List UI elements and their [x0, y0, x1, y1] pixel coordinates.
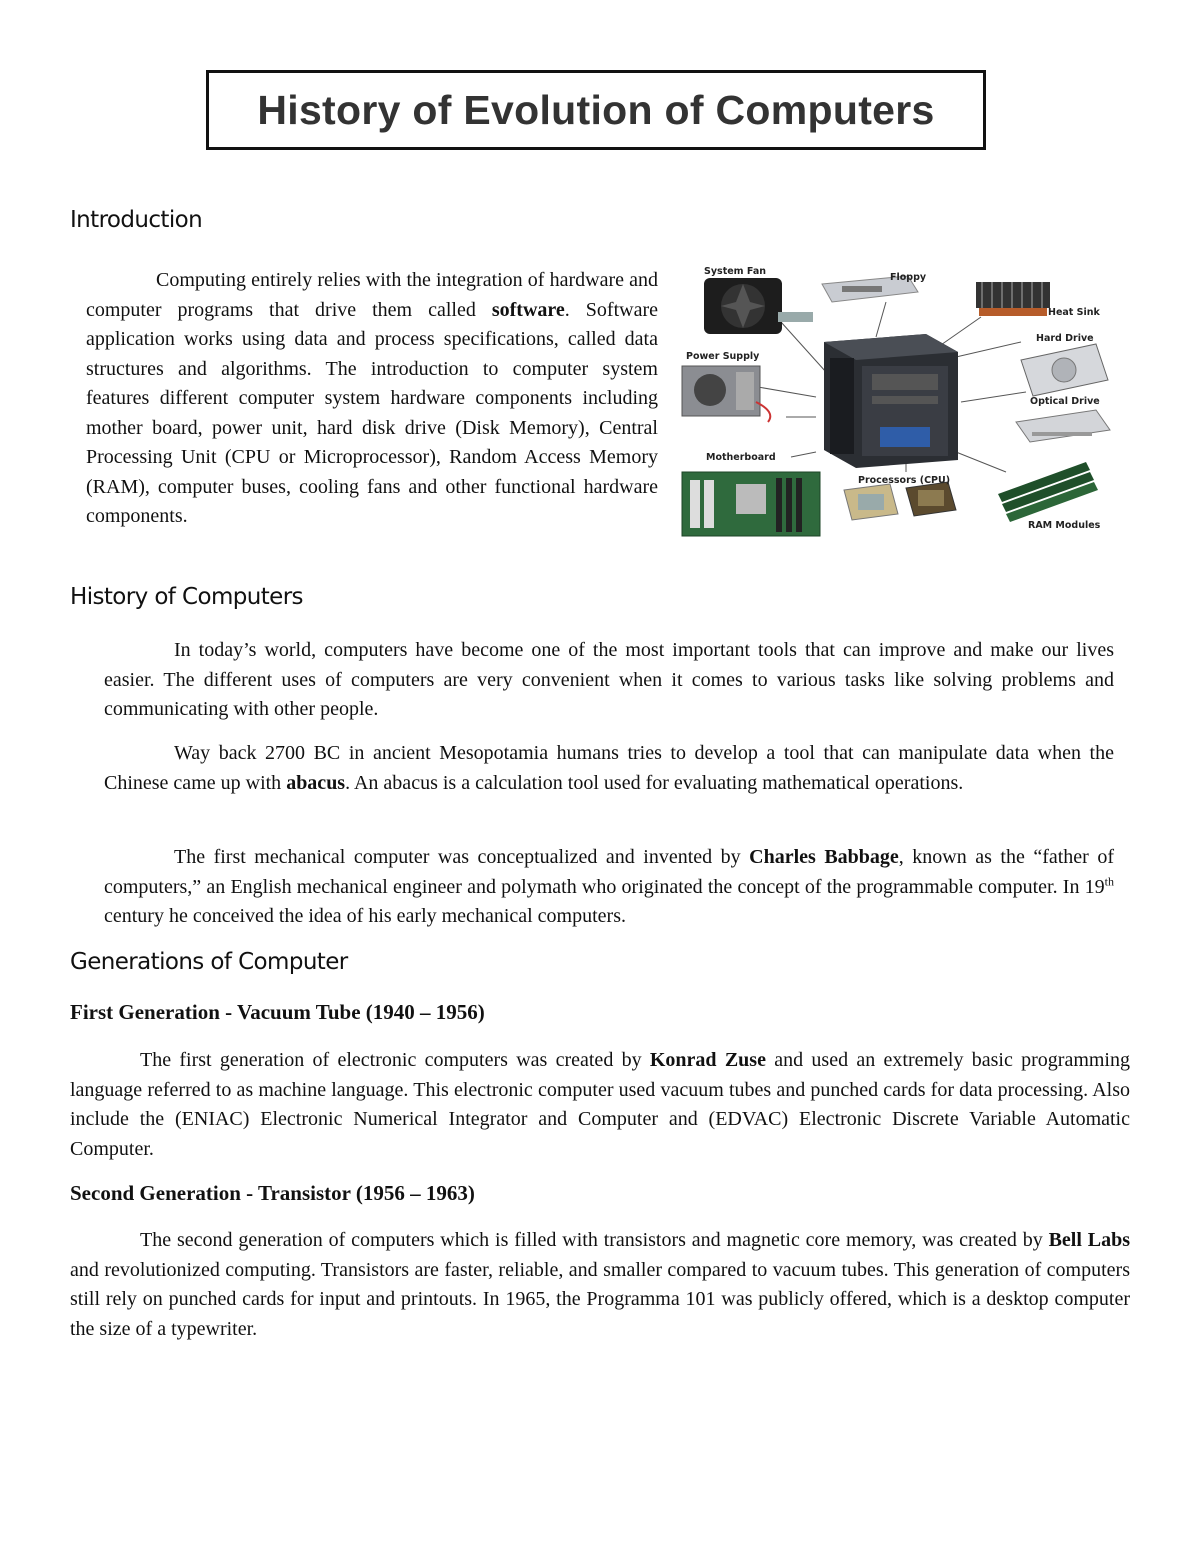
first-generation-title: First Generation - Vacuum Tube (1940 – 1956)	[70, 1000, 485, 1024]
first-generation-paragraph: The first generation of electronic computers was created by Konrad Zuse and used an extremely basic programming language referred to as machine language. This electronic computer used vacuum tubes and punched cards for data processing. Also include the (ENIAC) Electronic Numerical Integrator and Computer and (EDVAC) Electronic Discrete Variable Automatic Computer.	[70, 1049, 1130, 1160]
motherboard-icon	[682, 472, 820, 536]
second-generation-title: Second Generation - Transistor (1956 – 1963)	[70, 1181, 475, 1205]
page-title: History of Evolution of Computers	[257, 86, 935, 133]
history-paragraph-3: The first mechanical computer was conceptualized and invented by Charles Babbage, known as the “father of computers,” an English mechanical engineer and polymath who originated the concept of the programmable computer. In 19th century he conceived the idea of his early mechanical computers.	[104, 846, 1114, 927]
history-paragraph-2: Way back 2700 BC in ancient Mesopotamia humans tries to develop a tool that can manipulate data when the Chinese came up with abacus. An abacus is a calculation tool used for evaluating mathematical operations.	[104, 742, 1114, 794]
cpu-icon	[844, 482, 956, 520]
bold-software: software	[491, 298, 565, 321]
bold-bell-labs: Bell Labs	[1048, 1229, 1130, 1251]
second-generation-paragraph: The second generation of computers which is filled with transistors and magnetic core memory, was created by Bell Labs and revolutionized computing. Transistors are faster, reliable, and smaller compared to vacuum tubes. This generation of computers still rely on punched cards for input and printouts. In 1965, the Programma 101 was publicly offered, which is a desktop computer the size of a typewriter.	[70, 1229, 1130, 1340]
hard-drive-icon	[1021, 344, 1108, 396]
label-motherboard: Motherboard	[706, 452, 776, 463]
label-processors: Processors (CPU)	[858, 475, 951, 486]
intro-heading: Introduction	[70, 207, 203, 233]
label-system-fan: System Fan	[704, 266, 766, 277]
label-optical-drive: Optical Drive	[1030, 396, 1100, 407]
hardware-components-diagram	[676, 262, 1116, 540]
heat-sink-icon	[976, 282, 1050, 316]
bold-abacus: abacus	[286, 771, 346, 794]
label-ram-modules: RAM Modules	[1028, 520, 1101, 531]
bold-charles-babbage: Charles Babbage	[749, 846, 899, 868]
system-fan-icon	[704, 278, 782, 334]
title-box	[206, 70, 986, 150]
power-supply-icon	[682, 366, 770, 422]
optical-drive-icon	[1016, 410, 1110, 442]
label-hard-drive: Hard Drive	[1036, 333, 1094, 344]
computer-case-icon	[824, 334, 958, 468]
intro-paragraph: Computing entirely relies with the integration of hardware and computer programs that drive them called software. Software application works using data and process specifications, called data structures and algorithms. The introduction to computer system features different computer system hardware components including mother board, power unit, hard disk drive (Disk Memory), Central Processing Unit (CPU or Microprocessor), Random Access Memory (RAM), computer buses, cooling fans and other functional hardware components.	[86, 269, 658, 527]
bold-konrad-zuse: Konrad Zuse	[649, 1049, 766, 1071]
label-power-supply: Power Supply	[686, 351, 760, 362]
history-heading: History of Computers	[70, 584, 303, 610]
label-floppy: Floppy	[890, 272, 927, 283]
ram-modules-icon	[998, 462, 1098, 522]
label-heat-sink: Heat Sink	[1048, 307, 1100, 318]
generations-heading: Generations of Computer	[70, 949, 348, 975]
history-paragraph-1: In today’s world, computers have become one of the most important tools that can improve and make our lives easier. The different uses of computers are very convenient when it comes to various tasks like solving problems and communicating with other people.	[104, 639, 1114, 720]
